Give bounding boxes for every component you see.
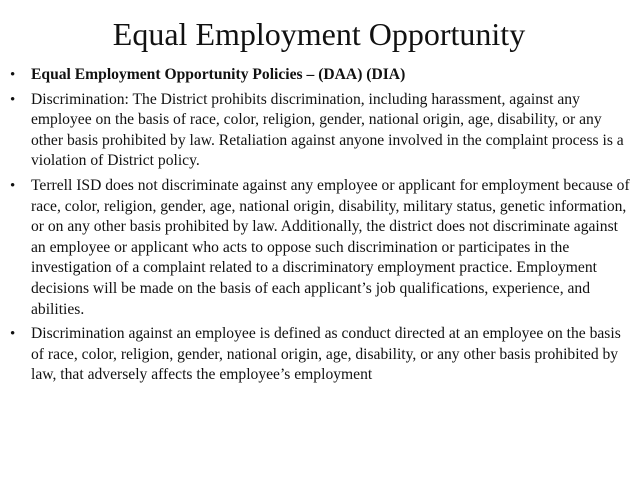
bullet-icon: •: [10, 67, 16, 83]
slide-title: Equal Employment Opportunity: [112, 16, 526, 52]
bullet-text: Terrell ISD does not discriminate against any employee or applicant for employment because of race, color, religion, gender, age, national origin, disability, military status, genetic information, or on any other basis prohibited by law. Additionally, the district does not discriminate against an employee or applicant who acts to oppose such discrimination or participates in the investigation of a complaint related to a discriminatory employment practice. Employment decisions will be made on the basis of each applicant’s job qualifications, experience, and abilities.: [31, 176, 630, 318]
bullet-text: Equal Employment Opportunity Policies – (DAA) (DIA): [31, 66, 406, 83]
bullet-icon: •: [10, 326, 16, 343]
bullet-text: Discrimination: The District prohibits discrimination, including harassment, against any employee on the basis of race, color, religion, gender, national origin, age, disability, or any other basis prohibited by law. Retaliation against anyone involved in the complaint process is a violation of District policy.: [31, 90, 624, 170]
bullet-icon: •: [10, 91, 16, 108]
bullet-list: [10, 65, 634, 390]
bullet-icon: •: [10, 177, 16, 194]
bullet-text: Discrimination against an employee is defined as conduct directed at an employee on the basis of race, color, religion, gender, national origin, age, disability, or any other basis prohibited by law, that adversely affects the employee’s employment: [31, 325, 621, 384]
bullet-item: [10, 65, 634, 86]
bullet-item: [10, 176, 634, 320]
bullet-item: [10, 324, 634, 386]
bullet-item: [10, 90, 634, 172]
